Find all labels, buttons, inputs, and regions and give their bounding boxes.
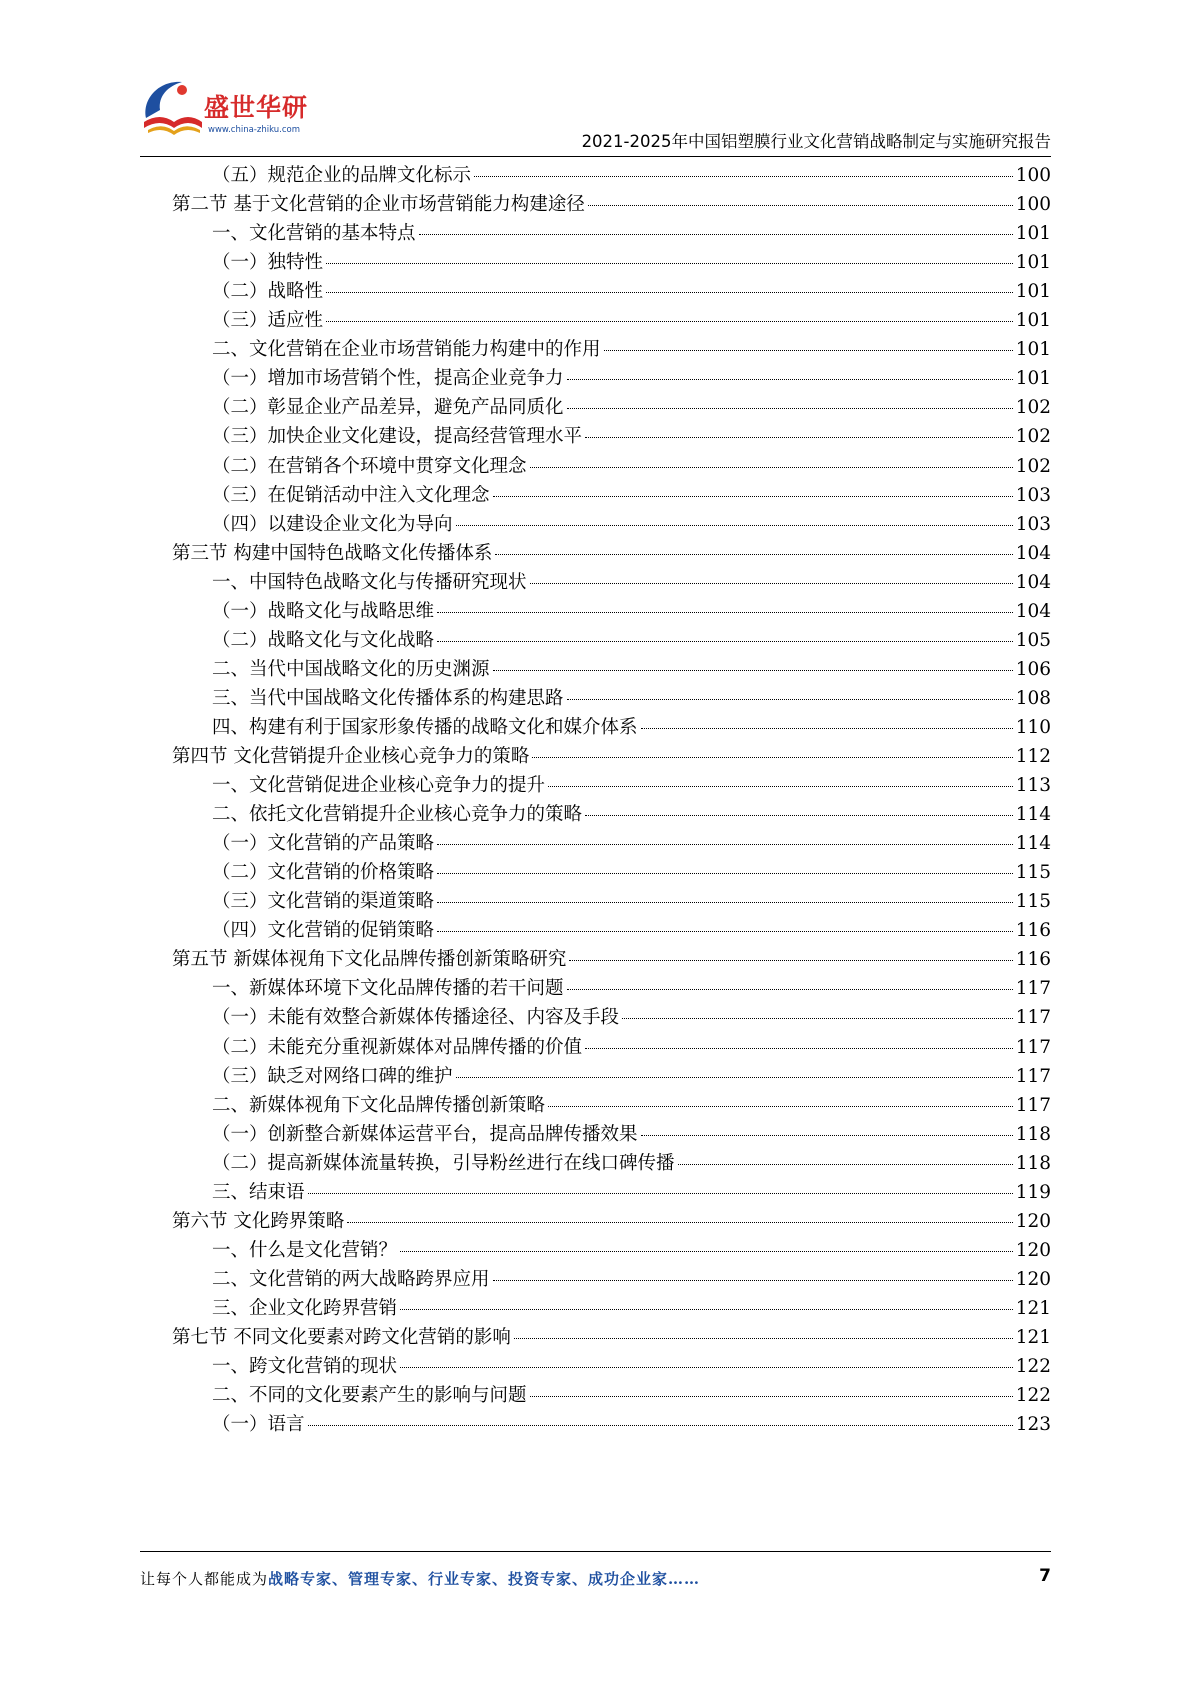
toc-entry-title: （二）未能充分重视新媒体对品牌传播的价值	[212, 1036, 583, 1058]
toc-entry-page: 119	[1015, 1181, 1051, 1203]
toc-dot-leader	[326, 263, 1013, 264]
toc-dot-leader	[419, 234, 1013, 235]
toc-entry[interactable]	[212, 393, 1051, 423]
toc-entry[interactable]	[212, 626, 1051, 656]
toc-entry[interactable]	[212, 277, 1051, 307]
toc-entry[interactable]	[212, 1294, 1051, 1324]
toc-entry[interactable]	[212, 684, 1051, 714]
toc-entry[interactable]	[212, 1149, 1051, 1179]
toc-entry-page: 118	[1015, 1123, 1051, 1145]
toc-entry-page: 104	[1015, 600, 1051, 622]
toc-entry-page: 103	[1015, 484, 1051, 506]
toc-entry-title: 三、当代中国战略文化传播体系的构建思路	[212, 687, 564, 709]
toc-entry[interactable]	[212, 713, 1051, 743]
toc-dot-leader	[493, 1280, 1013, 1281]
toc-dot-leader	[530, 583, 1013, 584]
toc-entry-page: 101	[1015, 368, 1051, 390]
toc-dot-leader	[585, 815, 1013, 816]
toc-entry-page: 113	[1015, 775, 1051, 797]
toc-entry-page: 110	[1015, 716, 1051, 738]
slogan-highlight: 战略专家、管理专家、行业专家、投资专家、成功企业家……	[268, 1570, 701, 1588]
footer-divider	[140, 1551, 1051, 1552]
toc-entry[interactable]	[212, 1091, 1051, 1121]
toc-entry-title: 一、新媒体环境下文化品牌传播的若干问题	[212, 978, 564, 1000]
toc-entry-title: 二、当代中国战略文化的历史渊源	[212, 658, 490, 680]
toc-dot-leader	[456, 1077, 1013, 1078]
toc-entry-title: （三）文化营销的渠道策略	[212, 891, 435, 913]
toc-dot-leader	[585, 1048, 1013, 1049]
toc-entry-page: 115	[1015, 891, 1051, 913]
toc-dot-leader	[567, 379, 1013, 380]
toc-entry-page: 116	[1015, 920, 1051, 942]
toc-entry-title: 一、跨文化营销的现状	[212, 1356, 398, 1378]
toc-entry-page: 115	[1015, 862, 1051, 884]
toc-entry-title: 二、依托文化营销提升企业核心竞争力的策略	[212, 804, 583, 826]
toc-dot-leader	[326, 292, 1013, 293]
toc-dot-leader	[493, 670, 1013, 671]
toc-entry-title: （一）文化营销的产品策略	[212, 833, 435, 855]
toc-entry-title: 一、中国特色战略文化与传播研究现状	[212, 571, 527, 593]
toc-entry-page: 120	[1015, 1268, 1051, 1290]
toc-dot-leader	[437, 641, 1013, 642]
toc-entry-title: （二）战略性	[212, 281, 324, 303]
toc-dot-leader	[514, 1338, 1013, 1339]
toc-entry-title: （一）增加市场营销个性，提高企业竞争力	[212, 368, 564, 390]
toc-entry[interactable]	[212, 800, 1051, 830]
toc-entry[interactable]	[212, 1033, 1051, 1063]
toc-dot-leader	[588, 205, 1013, 206]
toc-entry-page: 102	[1015, 426, 1051, 448]
toc-dot-leader	[308, 1425, 1013, 1426]
page-number: 7	[1039, 1566, 1051, 1586]
brand-name: 盛世华研	[204, 93, 309, 122]
toc-entry-title: （五）规范企业的品牌文化标示	[212, 165, 472, 186]
toc-entry-title: 第七节 不同文化要素对跨文化营销的影响	[172, 1327, 511, 1348]
toc-entry[interactable]	[212, 1062, 1051, 1092]
toc-dot-leader	[567, 699, 1013, 700]
toc-entry[interactable]	[212, 1120, 1051, 1150]
toc-entry-title: （一）创新整合新媒体运营平台，提高品牌传播效果	[212, 1123, 638, 1145]
toc-dot-leader	[604, 350, 1013, 351]
toc-entry-page: 112	[1015, 746, 1051, 767]
toc-entry[interactable]	[212, 219, 1051, 249]
toc-entry[interactable]	[212, 887, 1051, 917]
toc-entry-title: （三）适应性	[212, 310, 324, 332]
toc-entry[interactable]	[212, 1410, 1051, 1440]
toc-entry[interactable]	[212, 829, 1051, 859]
toc-entry-title: （四）文化营销的促销策略	[212, 920, 435, 942]
toc-entry-page: 106	[1015, 658, 1051, 680]
toc-entry-title: 第六节 文化跨界策略	[172, 1210, 345, 1232]
toc-dot-leader	[400, 1309, 1013, 1310]
toc-entry-page: 103	[1015, 513, 1051, 535]
toc-entry[interactable]	[212, 1178, 1051, 1208]
toc-dot-leader	[495, 554, 1012, 555]
book-swoosh-icon	[138, 78, 208, 142]
toc-entry-page: 117	[1015, 1036, 1051, 1058]
toc-entry[interactable]	[212, 481, 1051, 511]
toc-entry-title: （三）加快企业文化建设，提高经营管理水平	[212, 426, 583, 448]
toc-entry-title: 一、文化营销的基本特点	[212, 223, 416, 245]
toc-dot-leader	[437, 873, 1013, 874]
toc-entry[interactable]	[212, 771, 1051, 801]
toc-entry[interactable]	[172, 1207, 1051, 1237]
footer-slogan	[140, 1568, 700, 1589]
toc-entry-title: 第二节 基于文化营销的企业市场营销能力构建途径	[172, 194, 585, 216]
toc-entry[interactable]	[212, 364, 1051, 394]
toc-entry-page: 114	[1015, 833, 1051, 855]
toc-entry-page: 120	[1015, 1210, 1051, 1232]
header-divider	[140, 156, 1051, 157]
toc-dot-leader	[585, 437, 1013, 438]
toc-entry-title: （一）语言	[212, 1414, 305, 1436]
toc-entry-page: 105	[1015, 629, 1051, 651]
toc-entry-title: （三）缺乏对网络口碑的维护	[212, 1065, 453, 1087]
toc-entry-title: 第三节 构建中国特色战略文化传播体系	[172, 542, 493, 564]
slogan-prefix: 让每个人都能成为	[140, 1570, 269, 1588]
brand-url: www.china-zhiku.com	[208, 125, 300, 135]
toc-dot-leader	[678, 1164, 1013, 1165]
toc-dot-leader	[530, 1396, 1013, 1397]
toc-entry[interactable]	[212, 510, 1051, 540]
toc-dot-leader	[569, 960, 1012, 961]
toc-dot-leader	[622, 1018, 1013, 1019]
toc-entry-title: （一）独特性	[212, 252, 324, 274]
toc-entry[interactable]	[212, 335, 1051, 365]
toc-entry-page: 100	[1015, 165, 1051, 186]
toc-entry-title: 四、构建有利于国家形象传播的战略文化和媒介体系	[212, 716, 638, 738]
toc-entry-page: 121	[1015, 1327, 1051, 1348]
toc-entry-page: 101	[1015, 281, 1051, 303]
toc-entry-page: 117	[1015, 978, 1051, 1000]
toc-entry[interactable]	[212, 1236, 1051, 1266]
toc-entry-title: （二）战略文化与文化战略	[212, 629, 435, 651]
toc-entry-title: 三、结束语	[212, 1181, 305, 1203]
toc-dot-leader	[493, 496, 1013, 497]
toc-dot-leader	[437, 902, 1013, 903]
toc-dot-leader	[437, 612, 1013, 613]
toc-entry[interactable]	[172, 539, 1051, 569]
toc-entry-title: 一、文化营销促进企业核心竞争力的提升	[212, 775, 546, 797]
toc-entry-page: 101	[1015, 252, 1051, 274]
toc-entry-page: 100	[1015, 194, 1051, 216]
toc-entry-title: （二）在营销各个环境中贯穿文化理念	[212, 455, 527, 477]
toc-entry[interactable]	[212, 422, 1051, 452]
toc-entry-page: 118	[1015, 1152, 1051, 1174]
toc-entry-page: 101	[1015, 310, 1051, 332]
toc-entry[interactable]	[172, 190, 1051, 220]
toc-entry-title: 第四节 文化营销提升企业核心竞争力的策略	[172, 746, 530, 767]
toc-entry[interactable]	[212, 1265, 1051, 1295]
toc-dot-leader	[437, 931, 1013, 932]
toc-entry-page: 121	[1015, 1297, 1051, 1319]
toc-dot-leader	[474, 176, 1013, 177]
toc-entry[interactable]	[212, 974, 1051, 1004]
toc-entry[interactable]	[172, 945, 1051, 975]
toc-entry-title: （三）在促销活动中注入文化理念	[212, 484, 490, 506]
toc-entry-title: （二）文化营销的价格策略	[212, 862, 435, 884]
toc-dot-leader	[437, 844, 1013, 845]
toc-dot-leader	[530, 467, 1013, 468]
toc-entry[interactable]	[212, 597, 1051, 627]
toc-dot-leader	[308, 1193, 1013, 1194]
toc-entry[interactable]	[212, 248, 1051, 278]
toc-dot-leader	[567, 989, 1013, 990]
toc-dot-leader	[641, 728, 1013, 729]
toc-entry-page: 114	[1015, 804, 1051, 826]
toc-dot-leader	[548, 786, 1013, 787]
toc-entry-page: 108	[1015, 687, 1051, 709]
toc-entry-title: （二）提高新媒体流量转换，引导粉丝进行在线口碑传播	[212, 1152, 675, 1174]
toc-entry[interactable]	[212, 161, 1051, 191]
toc-entry[interactable]	[212, 858, 1051, 888]
toc-dot-leader	[347, 1222, 1012, 1223]
toc-entry-title: 二、文化营销在企业市场营销能力构建中的作用	[212, 339, 601, 361]
toc-entry-title: （二）彰显企业产品差异，避免产品同质化	[212, 397, 564, 419]
toc-entry[interactable]	[212, 916, 1051, 946]
toc-dot-leader	[400, 1251, 1013, 1252]
toc-entry[interactable]	[212, 306, 1051, 336]
toc-entry-title: 三、企业文化跨界营销	[212, 1297, 398, 1319]
toc-entry[interactable]	[212, 568, 1051, 598]
toc-dot-leader	[567, 408, 1013, 409]
toc-dot-leader	[548, 1106, 1013, 1107]
toc-dot-leader	[532, 757, 1012, 758]
toc-dot-leader	[326, 321, 1013, 322]
page-header	[0, 0, 1191, 160]
company-logo	[138, 78, 308, 150]
toc-entry-page: 117	[1015, 1094, 1051, 1116]
toc-entry-page: 122	[1015, 1385, 1051, 1407]
toc-entry-title: （一）战略文化与战略思维	[212, 600, 435, 622]
toc-entry-page: 117	[1015, 1065, 1051, 1087]
toc-entry[interactable]	[212, 1381, 1051, 1411]
toc-entry[interactable]	[172, 742, 1051, 772]
toc-entry-title: （四）以建设企业文化为导向	[212, 513, 453, 535]
toc-dot-leader	[641, 1135, 1013, 1136]
toc-entry-page: 101	[1015, 339, 1051, 361]
toc-entry-page: 102	[1015, 397, 1051, 419]
toc-entry-page: 102	[1015, 455, 1051, 477]
report-title: 2021-2025年中国铝塑膜行业文化营销战略制定与实施研究报告	[581, 132, 1051, 151]
toc-entry-title: （一）未能有效整合新媒体传播途径、内容及手段	[212, 1007, 620, 1029]
toc-entry-page: 123	[1015, 1414, 1051, 1436]
toc-entry[interactable]	[172, 1323, 1051, 1353]
toc-dot-leader	[456, 525, 1013, 526]
toc-entry-title: 二、不同的文化要素产生的影响与问题	[212, 1385, 527, 1407]
toc-entry-title: 一、什么是文化营销？	[212, 1239, 398, 1261]
toc-entry-page: 117	[1015, 1007, 1051, 1029]
toc-entry-title: 第五节 新媒体视角下文化品牌传播创新策略研究	[172, 949, 567, 971]
toc-dot-leader	[400, 1367, 1013, 1368]
toc-entry-title: 二、文化营销的两大战略跨界应用	[212, 1268, 490, 1290]
toc-entry[interactable]	[212, 452, 1051, 482]
toc-entry-page: 104	[1015, 542, 1051, 564]
toc-entry-page: 101	[1015, 223, 1051, 245]
toc-entry[interactable]	[212, 1003, 1051, 1033]
toc-entry-title: 二、新媒体视角下文化品牌传播创新策略	[212, 1094, 546, 1116]
toc-entry-page: 116	[1015, 949, 1051, 971]
toc-entry-page: 104	[1015, 571, 1051, 593]
toc-entry[interactable]	[212, 1352, 1051, 1382]
toc-entry[interactable]	[212, 655, 1051, 685]
toc-entry-page: 122	[1015, 1356, 1051, 1378]
toc-entry-page: 120	[1015, 1239, 1051, 1261]
